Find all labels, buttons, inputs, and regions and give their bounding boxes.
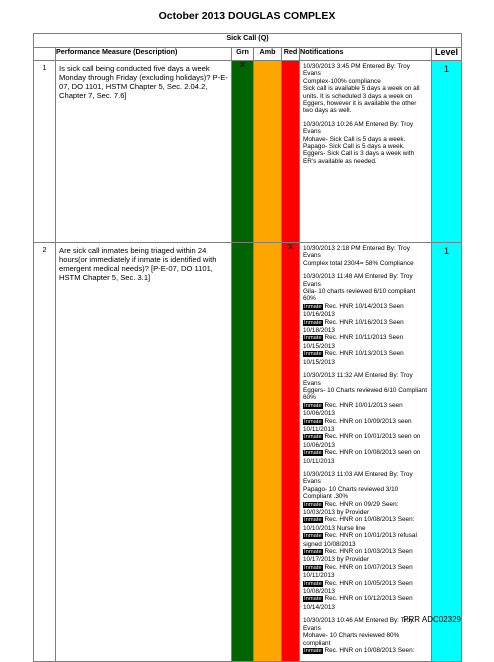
- amb-cell: [254, 61, 282, 243]
- notification-line: [303, 85, 428, 115]
- level-cell: 1: [432, 61, 462, 243]
- redacted-inmate-label: Inmate: [304, 402, 322, 409]
- notification-line: [303, 548, 428, 564]
- notification-text: Rec. HNR 10/11/2013 Seen 10/15/2013: [303, 334, 404, 350]
- notification-text: 10/30/2013 3:45 PM Entered By: Troy Evans: [303, 63, 410, 78]
- notification-line: [303, 350, 428, 366]
- notification-text: 10/30/2013 11:48 AM Entered By: Troy Evans: [303, 273, 413, 288]
- notification-line: [303, 580, 428, 596]
- notification-line: [303, 63, 428, 78]
- notification-text: Rec. HNR 10/13/2013 Seen 10/15/2013: [303, 350, 404, 366]
- column-header-row: [34, 48, 462, 61]
- red-cell: [282, 61, 300, 243]
- notification-line: [303, 303, 428, 319]
- notification-text: Complex total 230/4= 58% Compliance: [303, 259, 414, 267]
- redacted-inmate-label: Inmate: [304, 335, 322, 342]
- red-mark: X: [287, 242, 293, 251]
- performance-table: [33, 33, 462, 662]
- redacted-inmate-label: Inmate: [304, 517, 322, 524]
- notification-line: [303, 564, 428, 580]
- notification-line: [303, 245, 428, 260]
- red-cell: [282, 243, 300, 662]
- redacted-inmate-label: Inmate: [304, 501, 322, 508]
- notification-line: [303, 402, 428, 418]
- notification-line: [303, 433, 428, 449]
- table-row: [34, 243, 462, 662]
- notification-entry: [303, 63, 428, 115]
- notification-entry: [303, 471, 428, 611]
- notification-line: [303, 387, 428, 402]
- notification-text: Rec. HNR 10/14/2013 Seen 10/16/2013: [303, 302, 404, 319]
- notification-text: Rec. HNR on 10/01/2013 refusal signed 10/08/2013: [303, 532, 417, 548]
- notification-line: [303, 595, 428, 611]
- notifications-cell: [300, 243, 432, 662]
- notification-text: Rec. HNR on 10/08/2013 seen on 10/11/2013: [303, 449, 421, 465]
- notification-line: [303, 136, 428, 143]
- notification-line: [303, 372, 428, 387]
- grn-mark: X: [239, 60, 245, 69]
- notification-text: Papago- Sick Call is 5 days a week.: [303, 143, 405, 151]
- header-number: [34, 48, 56, 61]
- notification-line: [303, 150, 428, 165]
- notification-text: Rec. HNR 10/16/2013 Seen 10/18/2013: [303, 318, 404, 335]
- notification-line: [303, 647, 428, 655]
- redacted-inmate-label: Inmate: [304, 549, 322, 556]
- amb-cell: [254, 243, 282, 662]
- notification-text: Eggers- Sick Call is 3 days a week with ER's available as needed.: [303, 150, 415, 165]
- notification-line: [303, 486, 428, 501]
- notification-text: Mohave- Sick Call is 5 days a week.: [303, 135, 406, 143]
- notification-line: [303, 501, 428, 517]
- notification-text: 10/30/2013 11:32 AM Entered By: Troy Evans: [303, 372, 413, 387]
- notification-entry: [303, 372, 428, 465]
- redacted-inmate-label: Inmate: [304, 450, 322, 457]
- notification-line: [303, 143, 428, 150]
- redacted-inmate-label: Inmate: [304, 351, 322, 358]
- notification-line: [303, 516, 428, 532]
- header-measure: Performance Measure (Description): [56, 48, 232, 61]
- notification-entry: [303, 121, 428, 165]
- notification-text: Mohave- 10 Charts reviewed 80% compliant: [303, 632, 400, 647]
- notification-text: Rec. HNR on 10/12/2013 Seen 10/14/2013: [303, 595, 413, 611]
- notification-text: 10/30/2013 10:26 AM Entered By: Troy Evans: [303, 120, 414, 136]
- notification-line: [303, 418, 428, 434]
- header-level: Level: [432, 48, 462, 61]
- section-header-row: [34, 34, 462, 48]
- notification-text: 10/30/2013 11:03 AM Entered By: Troy Evans: [303, 470, 413, 486]
- notification-text: 10/30/2013 10:46 AM Entered By: Troy Evans: [303, 617, 414, 632]
- notification-line: [303, 532, 428, 548]
- redacted-inmate-label: Inmate: [304, 580, 322, 587]
- notification-line: [303, 121, 428, 136]
- redacted-inmate-label: Inmate: [304, 596, 322, 603]
- notification-text: Rec. HNR on 10/09/2013 seen 10/11/2013: [303, 417, 412, 433]
- notification-entry: [303, 273, 428, 366]
- notification-entry: [303, 245, 428, 267]
- notification-line: [303, 273, 428, 288]
- notification-line: [303, 78, 428, 85]
- row-number: 2: [34, 243, 56, 662]
- header-grn: Grn: [232, 48, 254, 61]
- header-notifications: Notifications: [300, 48, 432, 61]
- notification-line: [303, 319, 428, 335]
- redacted-inmate-label: Inmate: [304, 418, 322, 425]
- measure-description: Is sick call being conducted five days a week Monday through Friday (excluding holidays)? P-E-07, DO 1101, HSTM Chapter 5, Sec. 2.04.2, Chapter 7, Sec. 7.6]: [56, 61, 232, 243]
- notification-text: Rec. HNR on 10/01/2013 seen on 10/06/2013: [303, 433, 421, 449]
- notification-text: Rec. HNR on 09/29 Seen: 10/03/2013 by Provider: [303, 500, 399, 516]
- notification-text: Eggers- 10 Charts reviewed 6/10 Compliant 60%: [303, 386, 427, 402]
- redacted-inmate-label: Inmate: [304, 303, 322, 310]
- notification-text: Rec. HNR on 10/03/2013 Seen 10/17/2013 by Provider: [303, 548, 413, 564]
- grn-cell: [232, 243, 254, 662]
- table-row: [34, 61, 462, 243]
- document-title: October 2013 DOUGLAS COMPLEX: [158, 10, 336, 22]
- notification-text: Sick call is available 5 days a week on all units. It is scheduled 3 days a week on Eggers, however it is available the other two days as well.: [303, 85, 420, 115]
- notification-text: Rec. HNR 10/01/2013 seen 10/06/2013: [303, 401, 403, 418]
- row-number: 1: [34, 61, 56, 243]
- redacted-inmate-label: Inmate: [304, 319, 322, 326]
- notification-text: Gila- 10 charts reviewed 6/10 compliant 60%: [303, 288, 416, 303]
- notification-text: Papago- 10 Charts reviewed 3/10 Compliant .30%: [303, 485, 399, 501]
- notifications-cell: [300, 61, 432, 243]
- notification-text: 10/30/2013 2:18 PM Entered By: Troy Evans: [303, 245, 410, 260]
- redacted-inmate-label: Inmate: [304, 434, 322, 441]
- header-red: Red: [282, 48, 300, 61]
- notification-line: [303, 260, 428, 267]
- level-cell: 1: [432, 243, 462, 662]
- notification-line: [303, 632, 428, 647]
- notification-line: [303, 334, 428, 350]
- notification-text: Rec. HNR on 10/08/2013 Seen: 10/10/2013 Nurse line: [303, 516, 415, 532]
- grn-cell: [232, 61, 254, 243]
- header-amb: Amb: [254, 48, 282, 61]
- measure-description: Are sick call inmates being triaged within 24 hours(or immediately if inmate is identified with emergent medical needs)? [P-E-07, DO 1101, HSTM Chapter 5, Sec. 3.1]: [56, 243, 232, 662]
- notification-line: [303, 449, 428, 465]
- notification-text: Complex-100% compliance: [303, 77, 381, 85]
- redacted-inmate-label: Inmate: [304, 647, 322, 654]
- notification-line: [303, 471, 428, 486]
- notification-text: Rec. HNR on 10/08/2013 Seen:: [324, 646, 415, 654]
- notification-line: [303, 288, 428, 303]
- redacted-inmate-label: Inmate: [304, 564, 322, 571]
- page-footer: PRR ADC02329: [403, 615, 461, 624]
- notification-text: Rec. HNR on 10/05/2013 Seen 10/08/2013: [303, 579, 413, 596]
- redacted-inmate-label: Inmate: [304, 533, 322, 540]
- section-title: Sick Call (Q): [34, 34, 462, 48]
- notification-text: Rec. HNR on 10/07/2013 Seen 10/11/2013: [303, 563, 413, 580]
